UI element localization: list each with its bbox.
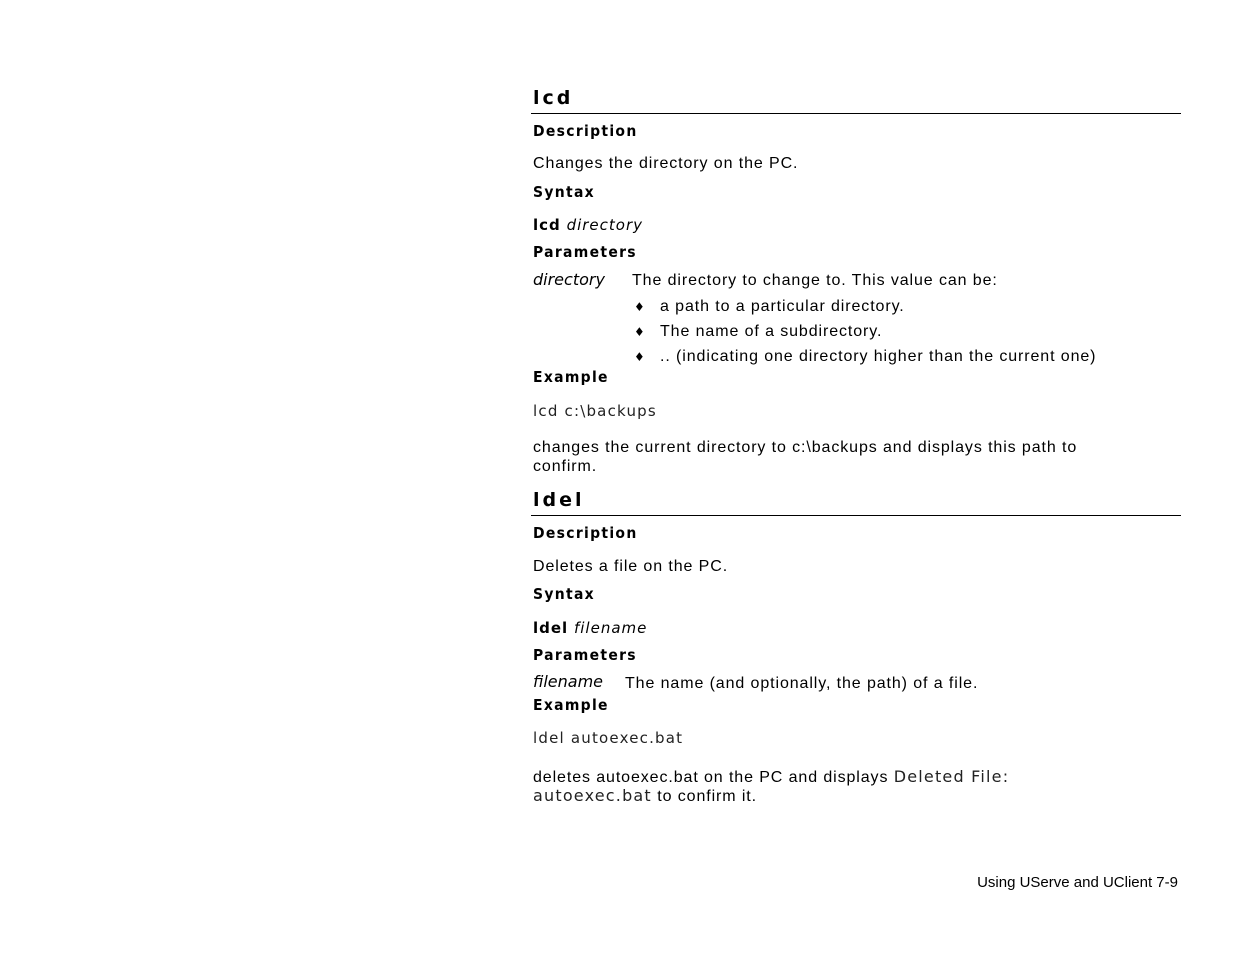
parameters-heading: Parameters — [533, 646, 637, 664]
inline-code: autoexec.bat — [533, 786, 652, 805]
syntax-heading: Syntax — [533, 585, 595, 603]
example-explanation-line1: changes the current directory to c:\backups and displays this path to — [533, 439, 1078, 456]
syntax-command: lcd — [533, 216, 561, 234]
param-description: The name (and optionally, the path) of a file. — [625, 675, 979, 692]
bullet-item: The name of a subdirectory. — [660, 323, 883, 340]
syntax-argument: directory — [566, 216, 643, 234]
parameters-heading: Parameters — [533, 243, 637, 261]
example-heading: Example — [533, 368, 609, 386]
inline-code: Deleted File: — [893, 767, 1010, 786]
example-code: lcd c:\backups — [533, 402, 657, 420]
example-text: to confirm it. — [651, 788, 757, 805]
title-rule — [531, 113, 1181, 114]
description-text: Deletes a file on the PC. — [533, 558, 729, 575]
bullet-diamond-icon: ♦ — [634, 350, 645, 364]
example-explanation-line2: confirm. — [533, 458, 598, 475]
command-title-ldel: ldel — [533, 489, 585, 511]
syntax-line — [533, 216, 643, 234]
param-name: directory — [533, 270, 605, 289]
syntax-command: ldel — [533, 619, 569, 637]
syntax-line — [533, 619, 647, 637]
example-explanation-line2 — [533, 786, 757, 806]
param-name: filename — [533, 672, 603, 691]
command-title-lcd: lcd — [533, 87, 574, 109]
description-text: Changes the directory on the PC. — [533, 155, 799, 172]
example-text: deletes autoexec.bat on the PC and displays — [533, 769, 894, 786]
description-heading: Description — [533, 524, 638, 542]
page-footer: Using UServe and UClient 7-9 — [977, 874, 1178, 891]
bullet-diamond-icon: ♦ — [634, 325, 645, 339]
syntax-argument: filename — [573, 619, 648, 637]
bullet-diamond-icon: ♦ — [634, 300, 645, 314]
bullet-item: .. (indicating one directory higher than the current one) — [660, 348, 1097, 365]
param-description: The directory to change to. This value can be: — [632, 272, 998, 289]
bullet-item: a path to a particular directory. — [660, 298, 905, 315]
example-heading: Example — [533, 696, 609, 714]
example-code: ldel autoexec.bat — [533, 729, 684, 747]
title-rule — [531, 515, 1181, 516]
syntax-heading: Syntax — [533, 183, 595, 201]
description-heading: Description — [533, 122, 638, 140]
example-explanation-line1 — [533, 767, 1009, 787]
